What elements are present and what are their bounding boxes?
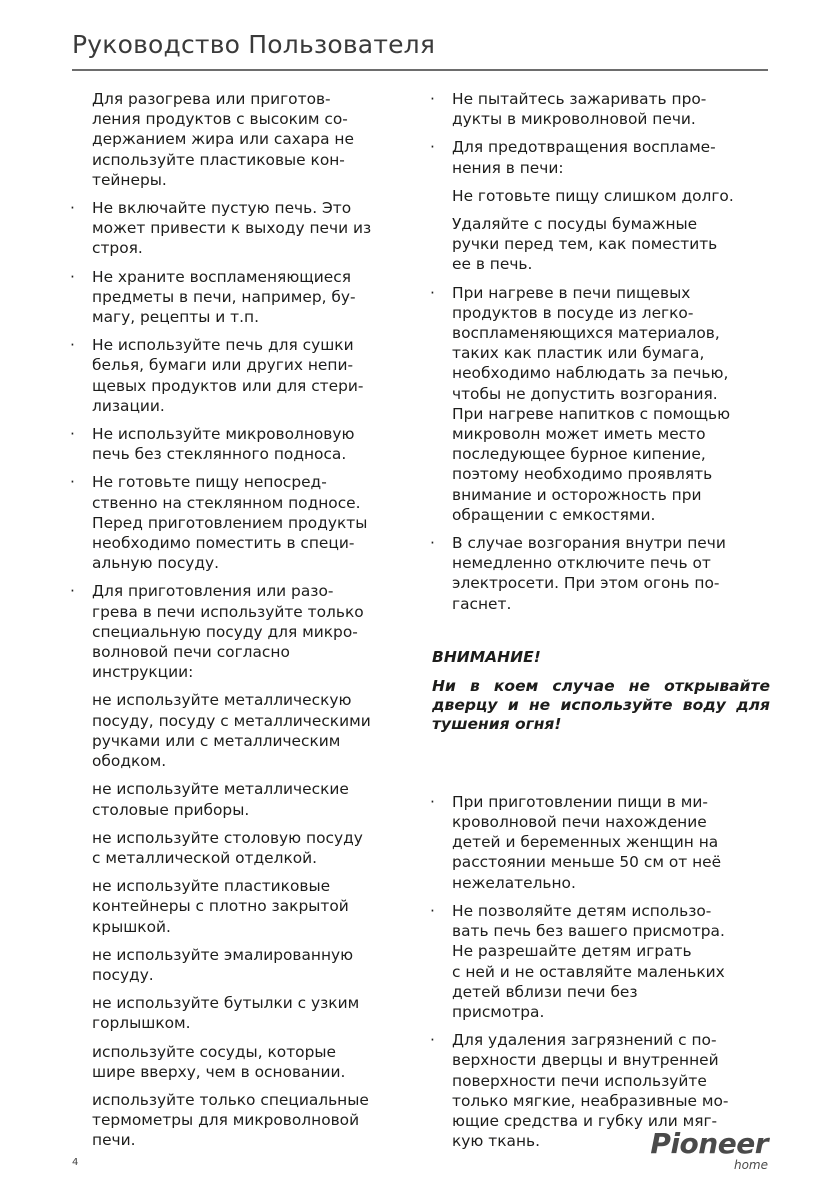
paragraph bbox=[92, 1090, 414, 1151]
text-line: · Не готовьте пищу непосред- bbox=[92, 473, 327, 492]
bullet-paragraph bbox=[92, 198, 414, 259]
text-line: специальную посуду для микро- bbox=[92, 622, 358, 641]
text-line: · При приготовлении пищи в ми- bbox=[452, 792, 708, 811]
text-line: используйте только специальные bbox=[92, 1090, 369, 1109]
page-title: Руководство Пользователя bbox=[72, 30, 436, 59]
text-line: электросети. При этом огонь по- bbox=[452, 574, 720, 593]
text-line: ющие средства и губку или мяг- bbox=[452, 1111, 718, 1130]
text-line: · Для приготовления или разо- bbox=[92, 582, 334, 601]
text-line: альную посуду. bbox=[92, 554, 220, 573]
paragraph bbox=[92, 1042, 414, 1082]
text-line: тейнеры. bbox=[92, 170, 167, 189]
text-line: · Для удаления загрязнений с по- bbox=[452, 1031, 717, 1050]
logo-wordmark: Pioneer bbox=[650, 1127, 768, 1160]
text-line: внимание и осторожность при bbox=[452, 485, 702, 504]
text-line: Не разрешайте детям играть bbox=[452, 942, 692, 961]
text-line: · Не храните воспламеняющиеся bbox=[92, 267, 351, 286]
paragraph bbox=[92, 828, 414, 868]
text-line: гаснет. bbox=[452, 594, 512, 613]
text-line: нения в печи: bbox=[452, 158, 564, 177]
bullet-paragraph bbox=[92, 581, 414, 682]
text-line: чтобы не допустить возгорания. bbox=[452, 384, 718, 403]
warning-text: Ни в коем случае не открывайте дверцу и не используйте воду для тушения огня! bbox=[432, 676, 770, 733]
text-line: ручками или с металлическим bbox=[92, 731, 341, 750]
bullet-paragraph bbox=[92, 335, 414, 416]
text-line: контейнеры с плотно закрытой bbox=[92, 897, 349, 916]
text-line: ободком. bbox=[92, 752, 167, 771]
text-line: не используйте столовую посуду bbox=[92, 828, 363, 847]
paragraph bbox=[92, 993, 414, 1033]
text-line: волновой печи согласно bbox=[92, 643, 290, 662]
bullet-paragraph bbox=[452, 533, 770, 614]
text-line: последующее бурное кипение, bbox=[452, 445, 706, 464]
text-line: с ней и не оставляйте маленьких bbox=[452, 962, 725, 981]
text-line: вать печь без вашего присмотра. bbox=[452, 922, 725, 941]
text-line: · Не пытайтесь зажаривать про- bbox=[452, 90, 707, 108]
text-line: крышкой. bbox=[92, 917, 171, 936]
text-line: может привести к выходу печи из bbox=[92, 219, 372, 238]
text-line: расстоянии меньше 50 см от неё bbox=[452, 853, 722, 872]
text-line: не используйте эмалированную bbox=[92, 945, 354, 964]
text-line: только мягкие, неабразивные мо- bbox=[452, 1091, 729, 1110]
text-line: белья, бумаги или других непи- bbox=[92, 356, 354, 375]
text-line: · Не используйте микроволновую bbox=[92, 425, 355, 444]
text-line: не используйте металлическую bbox=[92, 691, 352, 710]
text-line: верхности дверцы и внутренней bbox=[452, 1051, 719, 1070]
paragraph bbox=[92, 876, 414, 937]
bullet-paragraph bbox=[452, 792, 770, 893]
text-line: · При нагреве в печи пищевых bbox=[452, 283, 691, 302]
text-line: не используйте пластиковые bbox=[92, 877, 331, 896]
text-line: используйте пластиковые кон- bbox=[92, 150, 345, 169]
text-line: детей и беременных женщин на bbox=[452, 833, 719, 852]
text-line: дукты в микроволновой печи. bbox=[452, 110, 696, 129]
text-line: необходимо наблюдать за печью, bbox=[452, 364, 729, 383]
paragraph bbox=[452, 214, 770, 275]
text-line: детей вблизи печи без bbox=[452, 982, 638, 1001]
text-line: · Для предотвращения воспламе- bbox=[452, 138, 716, 157]
warning-title: ВНИМАНИЕ! bbox=[432, 647, 541, 666]
text-line: строя. bbox=[92, 239, 143, 258]
pioneer-logo bbox=[650, 1127, 770, 1173]
text-line: щевых продуктов или для стери- bbox=[92, 376, 364, 395]
text-line: лизации. bbox=[92, 396, 165, 415]
page-number: 4 bbox=[72, 1157, 79, 1168]
text-line: продуктов в посуде из легко- bbox=[452, 303, 694, 322]
text-line: При нагреве напитков с помощью bbox=[452, 404, 731, 423]
text-line: термометры для микроволновой bbox=[92, 1111, 360, 1130]
text-line: поверхности печи используйте bbox=[452, 1071, 707, 1090]
text-line: присмотра. bbox=[452, 1002, 545, 1021]
bullet-paragraph bbox=[92, 472, 414, 573]
paragraph bbox=[92, 945, 414, 985]
text-line: ручки перед тем, как поместить bbox=[452, 235, 718, 254]
text-line: · Не включайте пустую печь. Это bbox=[92, 199, 352, 218]
text-line: воспламеняющихся материалов, bbox=[452, 324, 720, 343]
text-line: ее в печь. bbox=[452, 255, 533, 274]
text-line: предметы в печи, например, бу- bbox=[92, 287, 356, 306]
text-line: используйте сосуды, которые bbox=[92, 1042, 336, 1061]
text-line: Перед приготовлением продукты bbox=[92, 513, 368, 532]
text-line: Для разогрева или приготов- bbox=[92, 90, 331, 108]
text-line: кую ткань. bbox=[452, 1132, 540, 1151]
text-line: инструкции: bbox=[92, 663, 194, 682]
text-line: ственно на стеклянном подносе. bbox=[92, 493, 361, 512]
text-line: шире вверху, чем в основании. bbox=[92, 1062, 346, 1081]
header-divider bbox=[72, 69, 768, 71]
bullet-paragraph bbox=[92, 424, 414, 464]
warning-block bbox=[432, 648, 770, 734]
text-line: печи. bbox=[92, 1131, 136, 1150]
text-line: микроволн может иметь место bbox=[452, 425, 706, 444]
text-line: таких как пластик или бумага, bbox=[452, 344, 705, 363]
text-line: посуду. bbox=[92, 965, 154, 984]
logo-subtitle: home bbox=[733, 1158, 768, 1172]
text-line: Удаляйте с посуды бумажные bbox=[452, 215, 698, 234]
left-column bbox=[92, 89, 414, 1159]
text-line: · Не позволяйте детям использо- bbox=[452, 901, 712, 920]
text-line: ления продуктов с высоким со- bbox=[92, 110, 348, 129]
bullet-paragraph bbox=[452, 137, 770, 177]
paragraph bbox=[452, 186, 770, 206]
text-line: грева в печи используйте только bbox=[92, 602, 364, 621]
text-line: не используйте металлические bbox=[92, 780, 349, 799]
text-line: не используйте бутылки с узким bbox=[92, 994, 360, 1013]
text-line: · Не используйте печь для сушки bbox=[92, 336, 354, 355]
paragraph bbox=[92, 690, 414, 771]
paragraph bbox=[92, 779, 414, 819]
bullet-paragraph bbox=[452, 901, 770, 1022]
text-line: посуду, посуду с металлическими bbox=[92, 711, 371, 730]
right-column-top bbox=[452, 89, 770, 614]
text-line: Не готовьте пищу слишком долго. bbox=[452, 186, 734, 205]
text-line: держанием жира или сахара не bbox=[92, 130, 354, 149]
text-line: магу, рецепты и т.п. bbox=[92, 308, 259, 327]
text-line: горлышком. bbox=[92, 1014, 191, 1033]
text-line: кроволновой печи нахождение bbox=[452, 813, 707, 832]
text-line: с металлической отделкой. bbox=[92, 848, 318, 867]
text-line: печь без стеклянного подноса. bbox=[92, 445, 347, 464]
text-line: обращении с емкостями. bbox=[452, 505, 656, 524]
paragraph bbox=[92, 89, 414, 190]
right-column bbox=[432, 89, 770, 1159]
bullet-paragraph bbox=[452, 283, 770, 525]
text-line: немедленно отключите печь от bbox=[452, 554, 711, 573]
text-line: столовые приборы. bbox=[92, 800, 250, 819]
bullet-paragraph bbox=[92, 267, 414, 328]
text-line: поэтому необходимо проявлять bbox=[452, 465, 713, 484]
text-line: нежелательно. bbox=[452, 873, 576, 892]
text-line: · В случае возгорания внутри печи bbox=[452, 534, 726, 553]
text-line: необходимо поместить в специ- bbox=[92, 534, 355, 553]
bullet-paragraph bbox=[452, 89, 770, 129]
right-column-bottom bbox=[452, 792, 770, 1151]
